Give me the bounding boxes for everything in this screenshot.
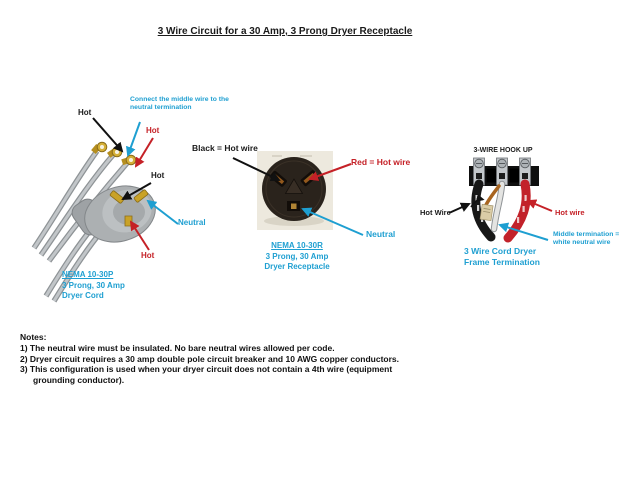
hookup-caption xyxy=(464,246,540,268)
label-red-hot: Red = Hot wire xyxy=(351,157,411,167)
cord-caption-line3: Dryer Cord xyxy=(62,291,104,300)
label-hot-wire-left: Hot Wire xyxy=(420,208,451,217)
label-middle-termination: Middle termination = white neutral wire xyxy=(553,231,620,247)
label-black-hot: Black = Hot wire xyxy=(192,143,258,153)
ring-terminal xyxy=(121,155,136,165)
label-neutral-plug: Neutral xyxy=(178,218,206,227)
label-hot-top: Hot xyxy=(78,108,92,117)
cord-caption-line2: 3 Prong, 30 Amp xyxy=(62,280,125,290)
note-item-1: 1) The neutral wire must be insulated. No bare neutral wires allowed per code. xyxy=(20,342,335,353)
label-connect-middle: Connect the middle wire to the neutral termination xyxy=(130,96,229,112)
hookup-heading: 3-WIRE HOOK UP xyxy=(473,147,533,154)
receptacle-caption xyxy=(241,241,353,273)
page-title: 3 Wire Circuit for a 30 Amp, 3 Prong Dryer Receptacle xyxy=(157,26,413,37)
receptacle-slot-neutral xyxy=(287,201,300,211)
note-item-3: 3) This configuration is used when your dryer circuit does not contain a 4th wire (equipment grounding conductor). xyxy=(20,364,393,386)
label-hot-wire-right: Hot wire xyxy=(555,208,585,217)
receptacle-photo xyxy=(257,151,333,230)
arrow-hot-red-top xyxy=(136,138,153,166)
plug-prong-neutral xyxy=(125,216,132,226)
label-neutral-receptacle: Neutral xyxy=(366,229,396,239)
receptacle-caption-line1: NEMA 10-30R xyxy=(271,241,323,250)
cord-caption xyxy=(62,270,125,302)
wire-tag xyxy=(480,204,493,220)
note-item-2: 2) Dryer circuit requires a 30 amp double pole circuit breaker and 10 AWG copper conductors. xyxy=(20,353,399,364)
label-hot-red-bottom: Hot xyxy=(141,251,155,260)
hookup-caption-line1: 3 Wire Cord Dryer xyxy=(464,246,537,256)
cord-caption-line1: NEMA 10-30P xyxy=(62,270,114,279)
arrow-hot-wire-left xyxy=(449,204,469,213)
label-hot-red-top: Hot xyxy=(146,126,160,135)
arrow-hot-wire-right xyxy=(528,201,552,211)
label-hot-mid: Hot xyxy=(151,171,165,180)
notes-heading: Notes: xyxy=(20,332,47,342)
hookup-caption-line2: Frame Termination xyxy=(464,257,540,267)
arrow-connect-middle xyxy=(128,122,140,155)
receptacle-caption-line2: 3 Prong, 30 Amp xyxy=(265,251,329,261)
receptacle-caption-line3: Dryer Receptacle xyxy=(264,262,330,271)
notes-section xyxy=(20,332,422,386)
